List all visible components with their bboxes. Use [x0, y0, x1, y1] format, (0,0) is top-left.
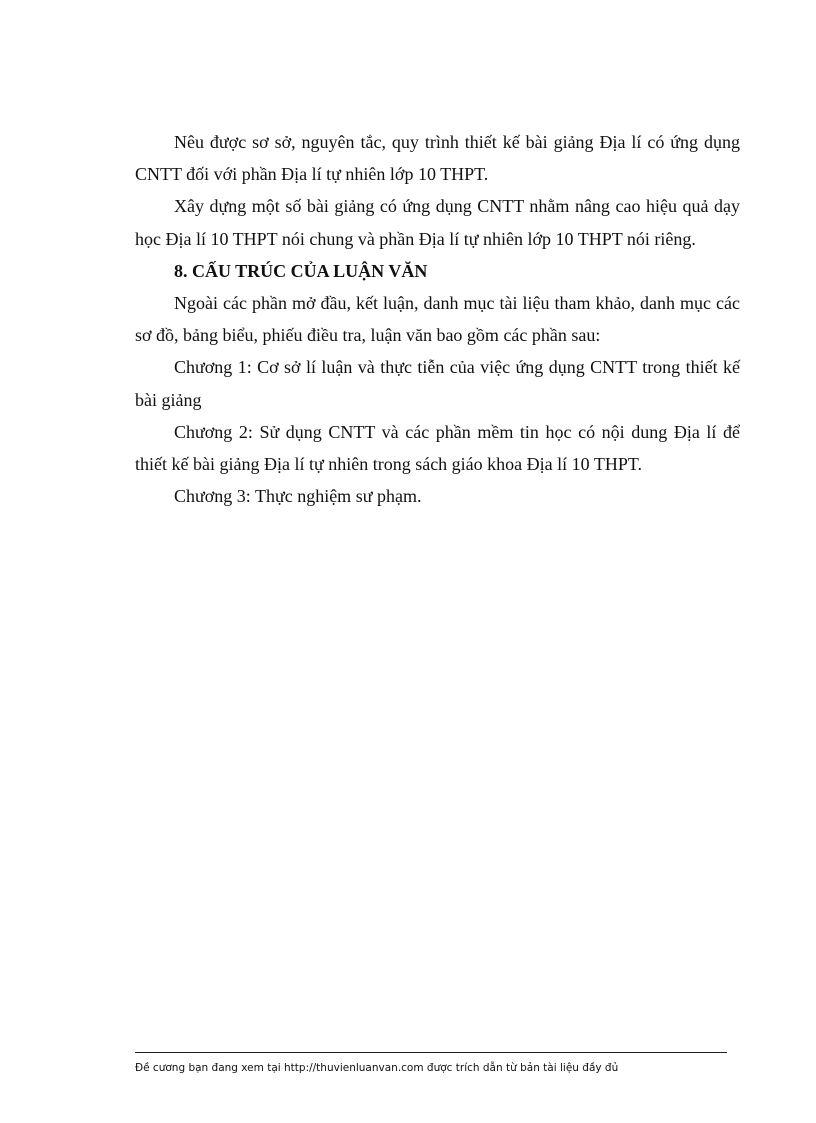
- chapter-1: Chương 1: Cơ sở lí luận và thực tiễn của việc ứng dụng CNTT trong thiết kế bài giảng: [135, 357, 740, 410]
- objective-paragraph-1: Nêu được sơ sở, nguyên tắc, quy trình thiết kế bài giảng Địa lí có ứng dụng CNTT đối với phần Địa lí tự nhiên lớp 10 THPT.: [135, 132, 740, 185]
- chapter-2: Chương 2: Sử dụng CNTT và các phần mềm tin học có nội dung Địa lí để thiết kế bài giảng Địa lí tự nhiên trong sách giáo khoa Địa lí 10 THPT.: [135, 421, 740, 475]
- objective-paragraph-2: Xây dựng một số bài giảng có ứng dụng CNTT nhằm nâng cao hiệu quả dạy học Địa lí 10 THPT nói chung và phần Địa lí tự nhiên lớp 10 THPT nói riêng.: [135, 196, 740, 249]
- document-body: [135, 126, 740, 512]
- structure-intro-paragraph: Ngoài các phần mở đầu, kết luận, danh mục tài liệu tham khảo, danh mục các sơ đồ, bảng biểu, phiếu điều tra, luận văn bao gồm các phần sau:: [135, 293, 740, 346]
- chapter-3: Chương 3: Thực nghiệm sư phạm.: [174, 486, 422, 507]
- footer-divider: [135, 1052, 727, 1053]
- footer-note: Đề cương bạn đang xem tại http://thuvienluanvan.com được trích dẫn từ bản tài liệu đầy đủ: [135, 1062, 619, 1074]
- section-heading: 8. CẤU TRÚC CỦA LUẬN VĂN: [174, 260, 428, 281]
